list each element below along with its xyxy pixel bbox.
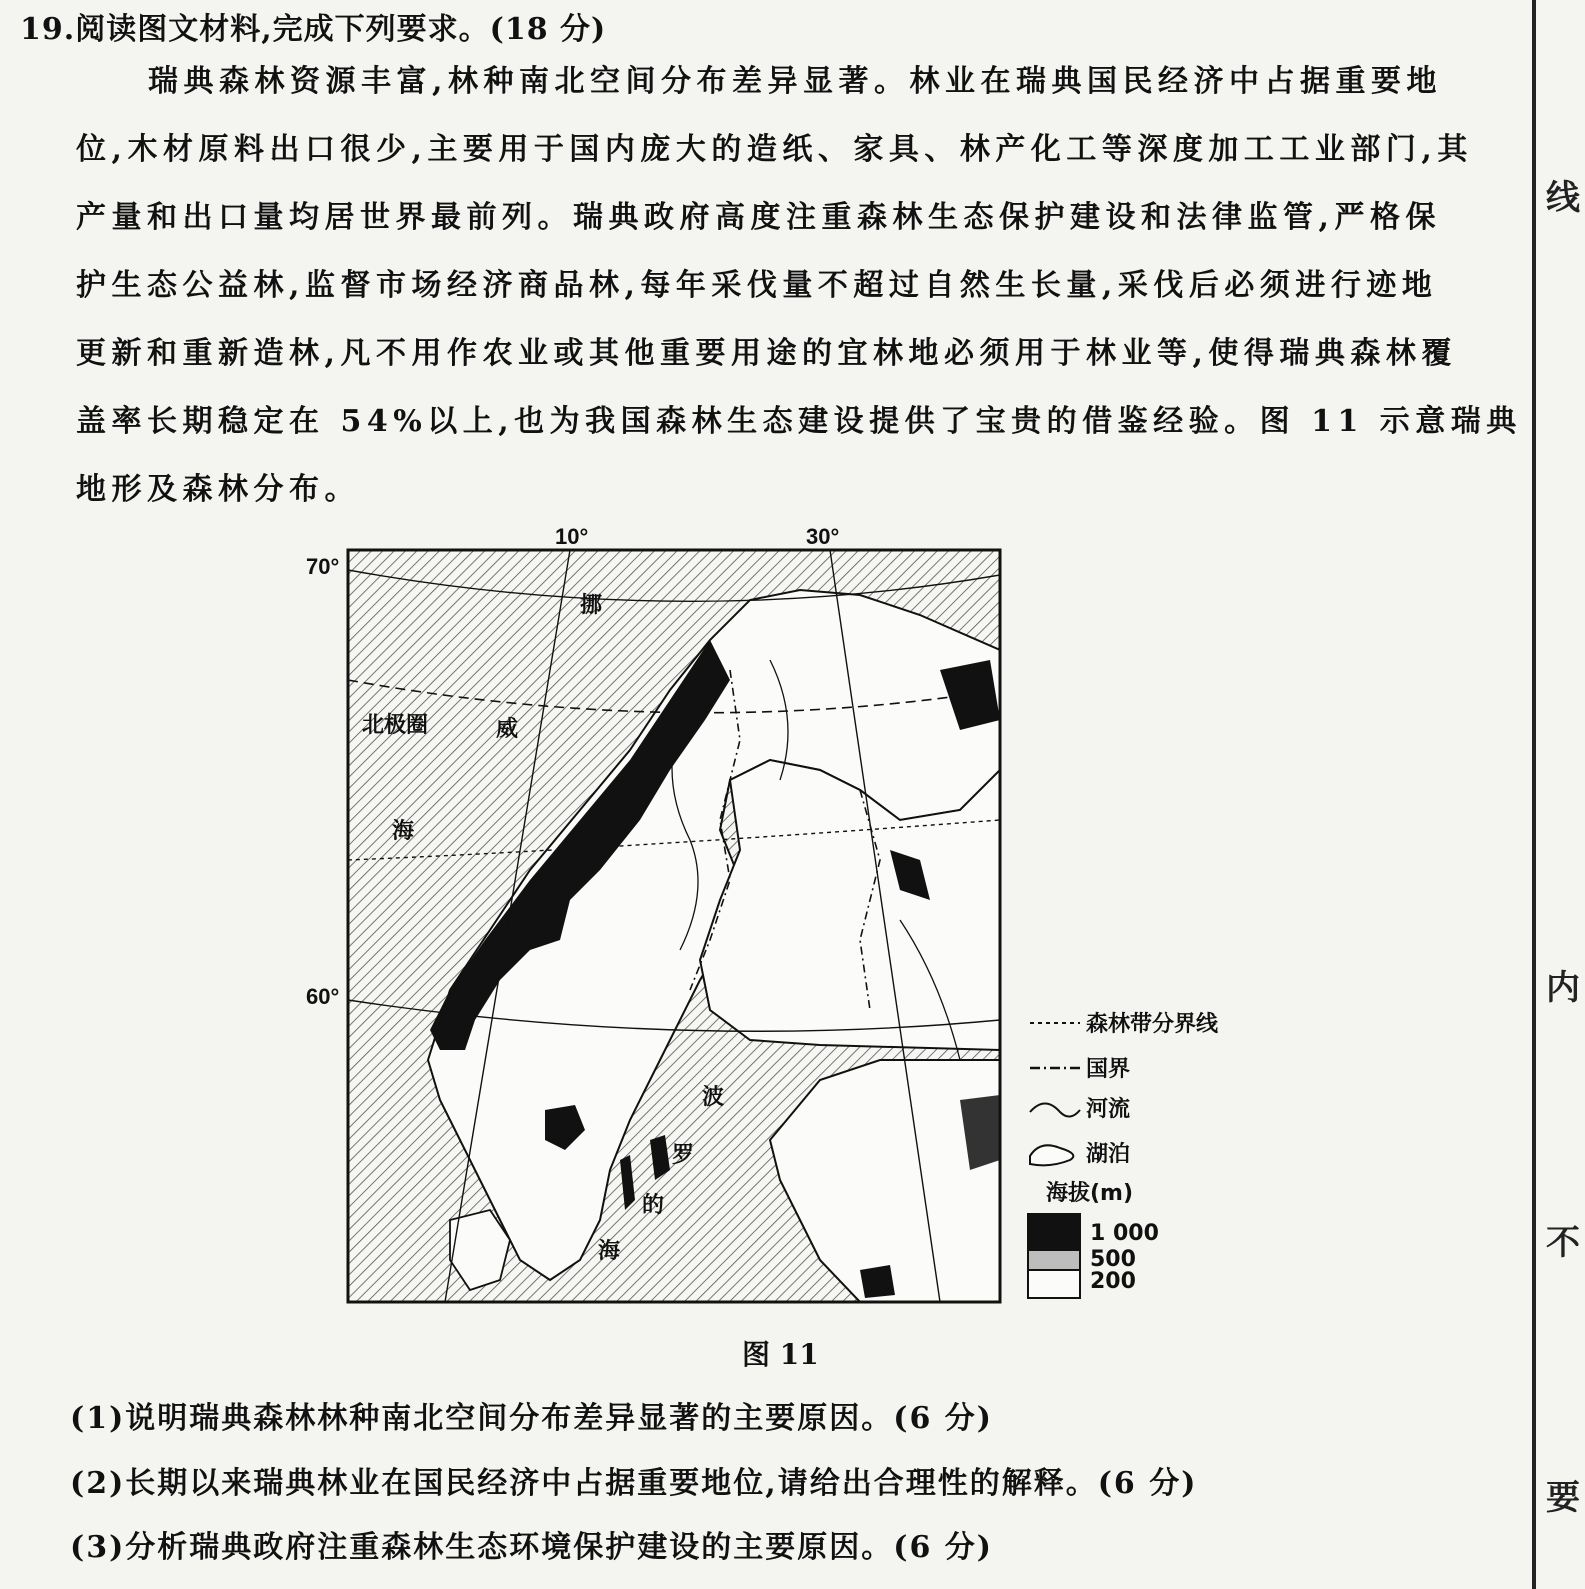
legend-elevation-1000: 1 000 (1090, 1221, 1159, 1246)
margin-char: 线 (1546, 178, 1580, 218)
paragraph-line: 更新和重新造林,凡不用作农业或其他重要用途的宜林地必须用于林业等,使得瑞典森林覆 (76, 336, 1457, 371)
legend-lake-symbol (1030, 1145, 1073, 1165)
paragraph-line: 位,木材原料出口很少,主要用于国内庞大的造纸、家具、林产化工等深度加工工业部门,其 (76, 132, 1473, 167)
lat-label-70: 70° (306, 554, 340, 579)
label-baltic-sea-3: 的 (642, 1192, 665, 1218)
legend-elevation-mid (1028, 1250, 1080, 1270)
margin-char: 内 (1546, 968, 1580, 1008)
lake-baltic-east (860, 1265, 895, 1298)
sub-question-2: (2)长期以来瑞典林业在国民经济中占据重要地位,请给出合理性的解释。(6 分) (70, 1466, 1198, 1501)
map-legend (1028, 1011, 1219, 1298)
scandinavia-map-figure (300, 520, 1260, 1320)
label-baltic-sea-1: 波 (702, 1084, 725, 1110)
legend-river-label: 河流 (1086, 1097, 1131, 1122)
legend-elevation-low (1028, 1270, 1080, 1298)
question-paragraph (76, 48, 1522, 524)
legend-elevation-200: 200 (1090, 1269, 1136, 1294)
lon-label-10: 10° (555, 524, 589, 549)
label-baltic-sea-2: 罗 (672, 1142, 695, 1168)
margin-char: 要 (1546, 1478, 1580, 1518)
figure-caption: 图 11 (742, 1338, 819, 1371)
paragraph-line: 产量和出口量均居世界最前列。瑞典政府高度注重森林生态保护建设和法律监管,严格保 (76, 200, 1441, 235)
legend-lake-label: 湖泊 (1086, 1142, 1131, 1167)
legend-elevation-high (1028, 1214, 1080, 1250)
map-svg (300, 520, 1260, 1320)
paragraph-line: 盖率长期稳定在 54%以上,也为我国森林生态建设提供了宝贵的借鉴经验。图 11 示意瑞典 (76, 404, 1522, 439)
legend-elevation-500: 500 (1090, 1247, 1136, 1272)
paragraph-line: 瑞典森林资源丰富,林种南北空间分布差异显著。林业在瑞典国民经济中占据重要地 (148, 64, 1442, 99)
question-header: 19.阅读图文材料,完成下列要求。(18 分) (20, 12, 607, 47)
lon-label-30: 30° (806, 524, 840, 549)
legend-elevation-title: 海拔(m) (1046, 1181, 1134, 1206)
label-norwegian-sea-2: 威 (496, 716, 519, 742)
label-norwegian-sea-3: 海 (392, 818, 415, 844)
lat-label-60: 60° (306, 984, 340, 1009)
legend-forest-boundary-label: 森林带分界线 (1086, 1012, 1219, 1037)
sub-question-3: (3)分析瑞典政府注重森林生态环境保护建设的主要原因。(6 分) (70, 1530, 993, 1565)
legend-river-symbol (1030, 1104, 1080, 1117)
margin-char: 不 (1546, 1223, 1580, 1263)
label-norwegian-sea-1: 挪 (580, 592, 603, 618)
paragraph-line: 护生态公益林,监督市场经济商品林,每年采伐量不超过自然生长量,采伐后必须进行迹地 (76, 268, 1438, 303)
legend-border-label: 国界 (1086, 1057, 1131, 1082)
label-arctic-circle: 北极圈 (362, 712, 429, 738)
sub-question-1: (1)说明瑞典森林林种南北空间分布差异显著的主要原因。(6 分) (70, 1401, 993, 1436)
binding-line (1532, 0, 1536, 1589)
paragraph-line: 地形及森林分布。 (76, 472, 360, 507)
label-baltic-sea-4: 海 (598, 1238, 621, 1264)
